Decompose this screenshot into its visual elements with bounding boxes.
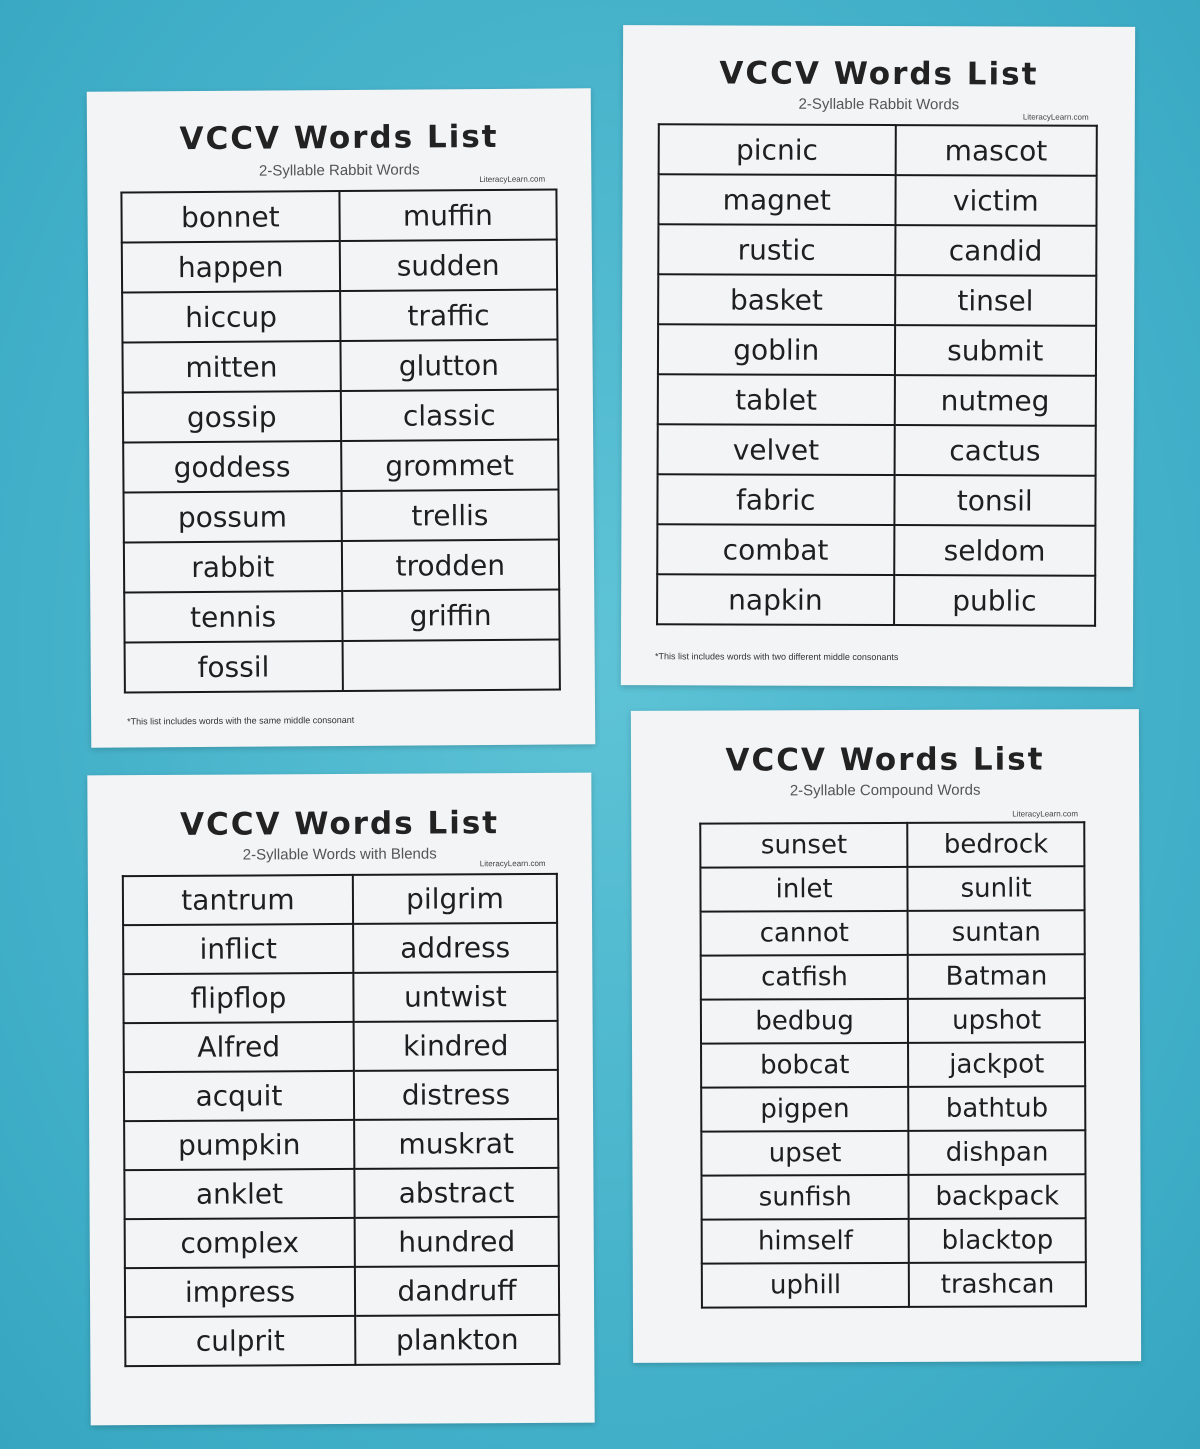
table-row	[658, 324, 1096, 376]
table-row	[701, 1042, 1085, 1087]
table-row	[124, 589, 559, 642]
table-row	[123, 874, 557, 925]
table-row	[700, 866, 1084, 911]
word-cell: possum	[124, 491, 342, 543]
word-cell: muskrat	[354, 1119, 558, 1169]
word-cell: bobcat	[701, 1043, 909, 1088]
word-cell: submit	[894, 325, 1096, 376]
site-credit: LiteracyLearn.com	[479, 174, 546, 185]
word-cell: tablet	[658, 374, 895, 425]
table-row	[702, 1262, 1086, 1307]
word-cell: happen	[122, 241, 340, 293]
table-row	[124, 1119, 558, 1170]
word-cell: flipflop	[123, 973, 353, 1023]
table-row	[658, 374, 1096, 426]
table-row	[124, 489, 559, 542]
sheet-title: VCCV Words List	[179, 805, 500, 843]
word-cell: distress	[354, 1070, 558, 1120]
table-row	[125, 1315, 559, 1366]
word-cell: rabbit	[124, 541, 342, 593]
word-cell: dandruff	[355, 1266, 559, 1316]
word-cell: hiccup	[122, 291, 340, 343]
word-cell: mitten	[122, 341, 340, 393]
site-credit: LiteracyLearn.com	[1012, 809, 1079, 819]
table-row	[122, 339, 557, 392]
word-cell: bedrock	[908, 822, 1085, 867]
sheet-subtitle: 2-Syllable Words with Blends	[242, 845, 437, 864]
word-cell: upshot	[908, 998, 1085, 1043]
word-cell: velvet	[658, 424, 895, 475]
table-row	[125, 1266, 559, 1317]
table-row	[702, 1218, 1086, 1263]
table-row	[124, 1070, 558, 1121]
table-row	[701, 1174, 1085, 1219]
word-cell: goddess	[123, 441, 341, 493]
word-cell: catfish	[701, 955, 909, 1000]
word-cell: picnic	[659, 124, 896, 175]
word-cell: tennis	[124, 591, 342, 643]
word-cell: tinsel	[895, 275, 1097, 326]
word-cell: suntan	[908, 910, 1085, 955]
word-cell: cactus	[894, 425, 1096, 476]
word-cell: trellis	[341, 489, 559, 541]
table-row	[124, 1021, 558, 1072]
word-cell	[342, 639, 560, 691]
footnote: *This list includes words with the same middle consonant	[127, 714, 355, 727]
site-credit: LiteracyLearn.com	[1022, 112, 1089, 122]
word-cell: fabric	[657, 474, 894, 525]
word-table	[656, 123, 1098, 627]
table-row	[701, 1130, 1085, 1175]
word-cell: acquit	[124, 1071, 354, 1121]
word-cell: pilgrim	[353, 874, 557, 924]
word-list-sheet-compound	[631, 709, 1141, 1363]
word-cell: bonnet	[121, 191, 339, 243]
word-cell: rustic	[658, 224, 895, 275]
word-cell: Batman	[908, 954, 1085, 999]
table-row	[658, 174, 1096, 226]
word-cell: public	[894, 575, 1096, 626]
word-cell: tantrum	[123, 875, 353, 925]
site-credit: LiteracyLearn.com	[479, 858, 546, 869]
word-cell: trashcan	[909, 1262, 1086, 1307]
word-cell: pumpkin	[124, 1120, 354, 1170]
word-cell: glutton	[340, 339, 558, 391]
word-cell: plankton	[355, 1315, 559, 1365]
table-row	[122, 239, 557, 292]
word-cell: bathtub	[909, 1086, 1086, 1131]
table-row	[701, 910, 1085, 955]
word-cell: nutmeg	[894, 375, 1096, 426]
word-list-sheet-rabbit-different-consonants	[621, 25, 1135, 687]
word-cell: complex	[125, 1218, 355, 1268]
word-cell: dishpan	[909, 1130, 1086, 1175]
table-row	[123, 923, 557, 974]
word-cell: magnet	[658, 174, 895, 225]
word-cell: traffic	[340, 289, 558, 341]
word-cell: muffin	[339, 189, 557, 241]
sheet-subtitle: 2-Syllable Rabbit Words	[798, 95, 960, 114]
word-cell: gossip	[123, 391, 341, 443]
sheet-title: VCCV Words List	[179, 118, 499, 158]
word-table	[699, 821, 1087, 1308]
word-cell: upset	[701, 1131, 909, 1176]
word-cell: grommet	[341, 439, 559, 491]
word-cell: cannot	[701, 911, 909, 956]
table-row	[657, 474, 1095, 526]
word-cell: sudden	[339, 239, 557, 291]
table-row	[123, 389, 558, 442]
word-cell: tonsil	[894, 475, 1096, 526]
sheet-subtitle: 2-Syllable Rabbit Words	[258, 161, 420, 180]
word-table	[122, 873, 561, 1367]
word-cell: hundred	[355, 1217, 559, 1267]
word-cell: anklet	[124, 1169, 354, 1219]
table-row	[658, 274, 1096, 326]
word-cell: uphill	[702, 1263, 910, 1308]
word-cell: sunlit	[908, 866, 1085, 911]
word-list-sheet-rabbit-same-consonant	[87, 88, 596, 748]
table-row	[700, 822, 1084, 867]
table-row	[701, 998, 1085, 1043]
sheet-title: VCCV Words List	[725, 741, 1045, 779]
word-cell: griffin	[342, 589, 560, 641]
word-table	[120, 188, 560, 693]
sheet-title: VCCV Words List	[719, 55, 1039, 93]
word-list-sheet-blends	[87, 773, 594, 1426]
word-cell: inlet	[700, 867, 908, 912]
table-row	[658, 224, 1096, 276]
word-cell: address	[353, 923, 557, 973]
word-cell: pigpen	[701, 1087, 909, 1132]
word-cell: classic	[340, 389, 558, 441]
table-row	[124, 1168, 558, 1219]
table-row	[657, 524, 1095, 576]
word-cell: untwist	[353, 972, 557, 1022]
word-cell: abstract	[354, 1168, 558, 1218]
table-row	[123, 972, 557, 1023]
word-cell: basket	[658, 274, 895, 325]
table-row	[701, 1086, 1085, 1131]
table-row	[657, 574, 1095, 626]
table-row	[701, 954, 1085, 999]
word-cell: victim	[895, 175, 1097, 226]
footnote: *This list includes words with two different middle consonants	[654, 651, 899, 663]
word-cell: jackpot	[908, 1042, 1085, 1087]
word-cell: Alfred	[124, 1022, 354, 1072]
table-row	[659, 124, 1097, 176]
word-cell: mascot	[895, 125, 1097, 176]
word-cell: bedbug	[701, 999, 909, 1044]
word-cell: impress	[125, 1267, 355, 1317]
word-cell: fossil	[125, 641, 343, 693]
table-row	[658, 424, 1096, 476]
word-cell: goblin	[658, 324, 895, 375]
table-row	[125, 639, 560, 692]
word-cell: napkin	[657, 574, 894, 625]
word-cell: backpack	[909, 1174, 1086, 1219]
word-cell: candid	[895, 225, 1097, 276]
word-cell: blacktop	[909, 1218, 1086, 1263]
word-cell: himself	[702, 1219, 910, 1264]
table-row	[125, 1217, 559, 1268]
table-row	[121, 189, 556, 242]
word-cell: kindred	[354, 1021, 558, 1071]
word-cell: culprit	[125, 1316, 355, 1366]
table-row	[123, 439, 558, 492]
word-cell: sunset	[700, 823, 908, 868]
word-cell: sunfish	[701, 1175, 909, 1220]
table-row	[124, 539, 559, 592]
word-cell: trodden	[341, 539, 559, 591]
word-cell: inflict	[123, 924, 353, 974]
table-row	[122, 289, 557, 342]
word-cell: combat	[657, 524, 894, 575]
word-cell: seldom	[894, 525, 1096, 576]
sheet-subtitle: 2-Syllable Compound Words	[789, 781, 981, 800]
